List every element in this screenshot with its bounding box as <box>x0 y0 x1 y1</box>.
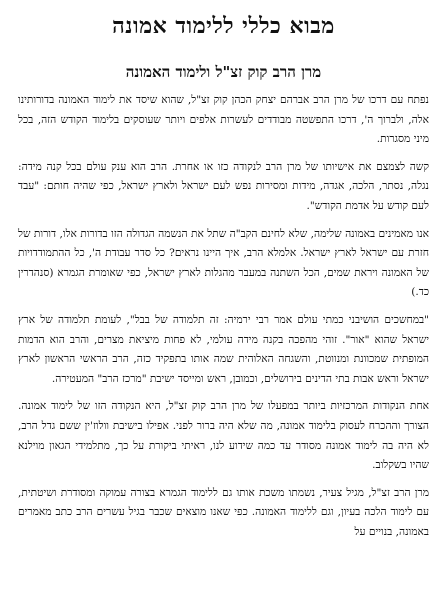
document-page <box>18 0 429 600</box>
paragraph-4: "במחשכים הושיבני כמתי עולם אמר רבי ירמיה: זה תלמודה של בבל", לעומת תלמודה של ארץ ישראל שהוא "אור". זוהי מהפכה בקנה מידה עולמי, לא פחות מיציאת מצרים, והרב הוא הדמות המופתית שמכוונת ומנווטת, והשגחה האלוהית שמה אותו בתפקיד כזה, הרב הראשי הראשון לארץ ישראל וראש אבות בתי הדינים בירושלים, וכמובן, ראש ומייסד ישיבת "מרכז הרב" המעטירה. <box>18 313 429 385</box>
paragraph-5: אחת הנקודות המרכזיות ביותר במפעלו של מרן הרב קוק זצ"ל, היא הנקודה הזו של לימוד אמונה. הצורך וההכרח לעסוק בלימוד אמונה, מה שלא היה ברור לפני. אפילו בישיבת וולוז'ין ששם גדל הרב, לא היה בה לימוד אמונה מסודר עד כמה שידוע לנו, ראיתי ביקורת על כך, מתלמידי הגאון מוילנא שהיו בשקלוב. <box>18 400 429 472</box>
paragraph-6: מרן הרב זצ"ל, מגיל צעיר, נשמתו משכת אותו גם ללימוד הגמרא בצורה עמוקה ומסודרת ושיטתית, עם לימוד הלכה בעיון, וגם ללימוד האמונה. כפי שאנו מוצאים שכבר בגיל עשרים הרב כתב מאמרים באמונה, בנויים על <box>18 486 429 538</box>
page-title: מבוא כללי ללימוד אמונה <box>112 13 335 39</box>
paragraph-2: קשה לצמצם את אישיותו של מרן הרב לנקודה כזו או אחרת. הרב הוא ענק עולם בכל קנה מידה: נגלה, נסתר, הלכה, אגדה, מידות ומסירות נפש לעם ישראל ולארץ ישראל, כפי שהיה חותם: "עבד לעם קודש על אדמת הקודש". <box>18 160 429 212</box>
section-title: מרן הרב קוק זצ"ל ולימוד האמונה <box>125 63 322 81</box>
paragraph-1: נפתח עם דרכו של מרן הרב אברהם יצחק הכהן קוק זצ"ל, שהוא שיסד את לימוד האמונה בדורותינו אלה, ולברוך ה', דרכו התפשטה מבודדים לעשרות אלפים ויותר שעוסקים בלימוד הקודש הזה, בכל מיני מסגרות. <box>18 94 429 146</box>
paragraph-3: אנו מאמינים באמונה שלימה, שלא לחינם הקב"ה שתל את הנשמה הגדולה הזו בדורות אלו, דורות של חזרת עם ישראל לארץ ישראל. אלמלא הרב, איך היינו נראים? כל סדר עבודת ה', כל ההתמודדויות של האמונה ויראת שמים, הכל השתנה במעבר מהגלות לארץ ישראל, כפי שאומרת הגמרא (סנהדרין כד.) <box>18 227 429 299</box>
